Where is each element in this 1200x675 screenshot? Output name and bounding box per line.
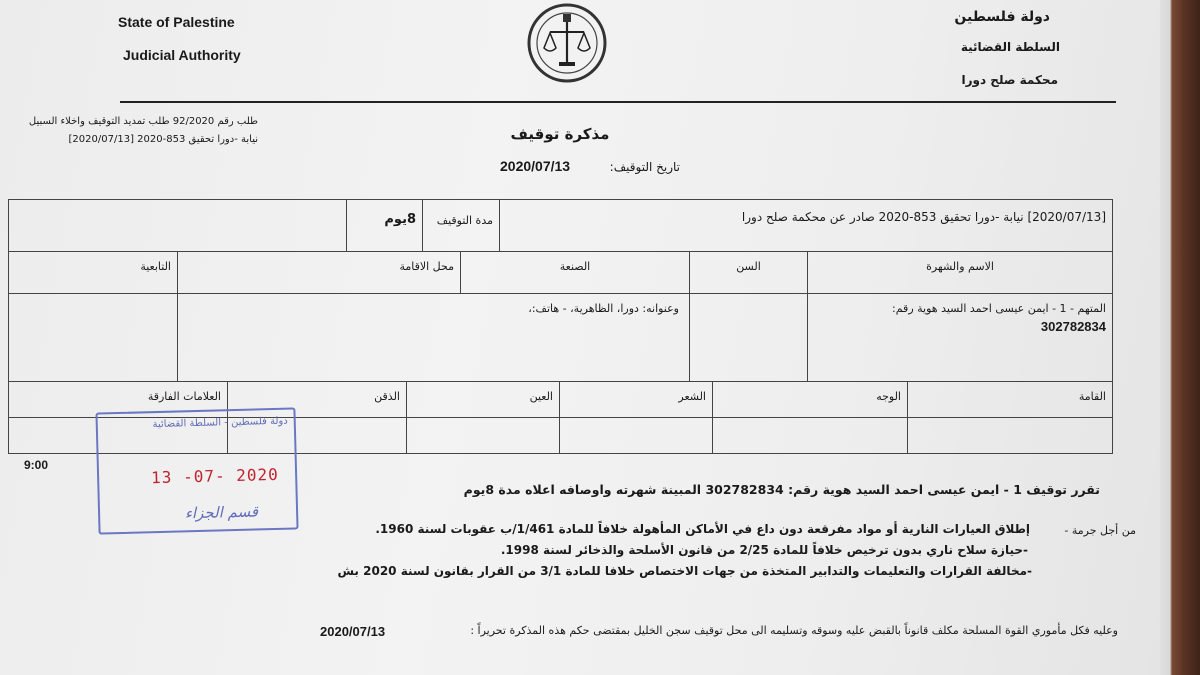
time: 9:00	[24, 458, 49, 472]
document-title: مذكرة توقيف	[510, 125, 610, 143]
header-height: القامة	[1078, 390, 1106, 403]
header-en-state: State of Palestine	[118, 14, 235, 30]
duration-label: مدة التوقيف	[436, 214, 493, 227]
detention-date: 2020/07/13	[500, 158, 571, 174]
personal-details-table	[8, 251, 1113, 382]
header-en-authority: Judicial Authority	[123, 47, 241, 63]
accused-address: وعنوانه: دورا، الظاهرية، - هاتف:،	[528, 302, 679, 315]
header-profession: الصنعة	[559, 260, 591, 273]
stamp-department: قسم الجزاء	[184, 502, 259, 523]
header-residence: محل الاقامة	[399, 260, 454, 273]
stamp-authority: دولة فلسطين - السلطة القضائية	[152, 415, 288, 431]
case-line: [2020/07/13] نيابة -دورا تحقيق 853-2020 صادر عن محكمة صلح دورا	[741, 210, 1106, 224]
decision-text: تقرر توقيف 1 - ايمن عيسى احمد السيد هوية رقم: 302782834 المبينة شهرته واوصافه اعلاه مدة 8يوم	[463, 482, 1100, 497]
header-ar-state: دولة فلسطين	[954, 9, 1050, 25]
closing-text: وعليه فكل مأموري القوة المسلحة مكلف قانوناً بالقبض عليه وسوقه وتسليمه الى محل توقيف سجن الخليل بمقتضى حكم هذه المذكرة تحريراً :	[470, 624, 1118, 637]
closing-date: 2020/07/13	[320, 624, 386, 639]
header-chin: الذقن	[374, 390, 400, 403]
court-stamp	[95, 407, 298, 534]
header-marks: العلامات الفارقة	[147, 390, 221, 403]
header-ar-court: محكمة صلح دورا	[961, 73, 1058, 87]
header-ar-authority: السلطة القضائية	[960, 40, 1060, 54]
stamp-date: 13 -07- 2020	[150, 464, 279, 488]
background-edge	[1160, 0, 1200, 675]
detention-date-label: تاريخ التوقيف:	[609, 160, 680, 174]
reference-request: طلب رقم 92/2020 طلب تمديد التوقيف واخلاء السبيل	[28, 116, 258, 127]
header-name: الاسم والشهرة	[926, 260, 994, 273]
header-hair: الشعر	[678, 390, 706, 403]
charge-2: -حيازة سلاح ناري بدون ترخيص خلافاً للمادة 2/25 من قانون الأسلحة والذخائر لسنة 1998.	[500, 543, 1028, 557]
charge-3: -مخالفة القرارات والتعليمات والتدابير المتخذة من جهات الاختصاص خلافا للمادة 3/1 من القرار بقانون لسنة 2020 بش	[337, 564, 1032, 578]
accused-name: المتهم - 1 - ايمن عيسى احمد السيد هوية رقم:	[892, 302, 1106, 315]
header-nationality: التابعية	[140, 260, 171, 273]
header-face: الوجه	[876, 390, 901, 403]
accused-id: 302782834	[1040, 319, 1106, 334]
duration-value: 8يوم	[384, 212, 416, 227]
reference-case: نيابة -دورا تحقيق 853-2020 [2020/07/13]	[68, 134, 258, 145]
charges-label: من أجل جرمة -	[1064, 524, 1136, 537]
charge-1: إطلاق العيارات النارية أو مواد مفرقعة دون داع في الأماكن المأهولة خلافاً للمادة 1/461/ب عقوبات لسنة 1960.	[375, 522, 1030, 536]
header-rule	[120, 101, 1116, 103]
case-table	[8, 199, 1113, 252]
detention-date-row	[490, 157, 680, 179]
header-age: السن	[736, 260, 761, 273]
scales-of-justice-icon	[526, 2, 608, 84]
header-eye: العين	[529, 390, 553, 403]
